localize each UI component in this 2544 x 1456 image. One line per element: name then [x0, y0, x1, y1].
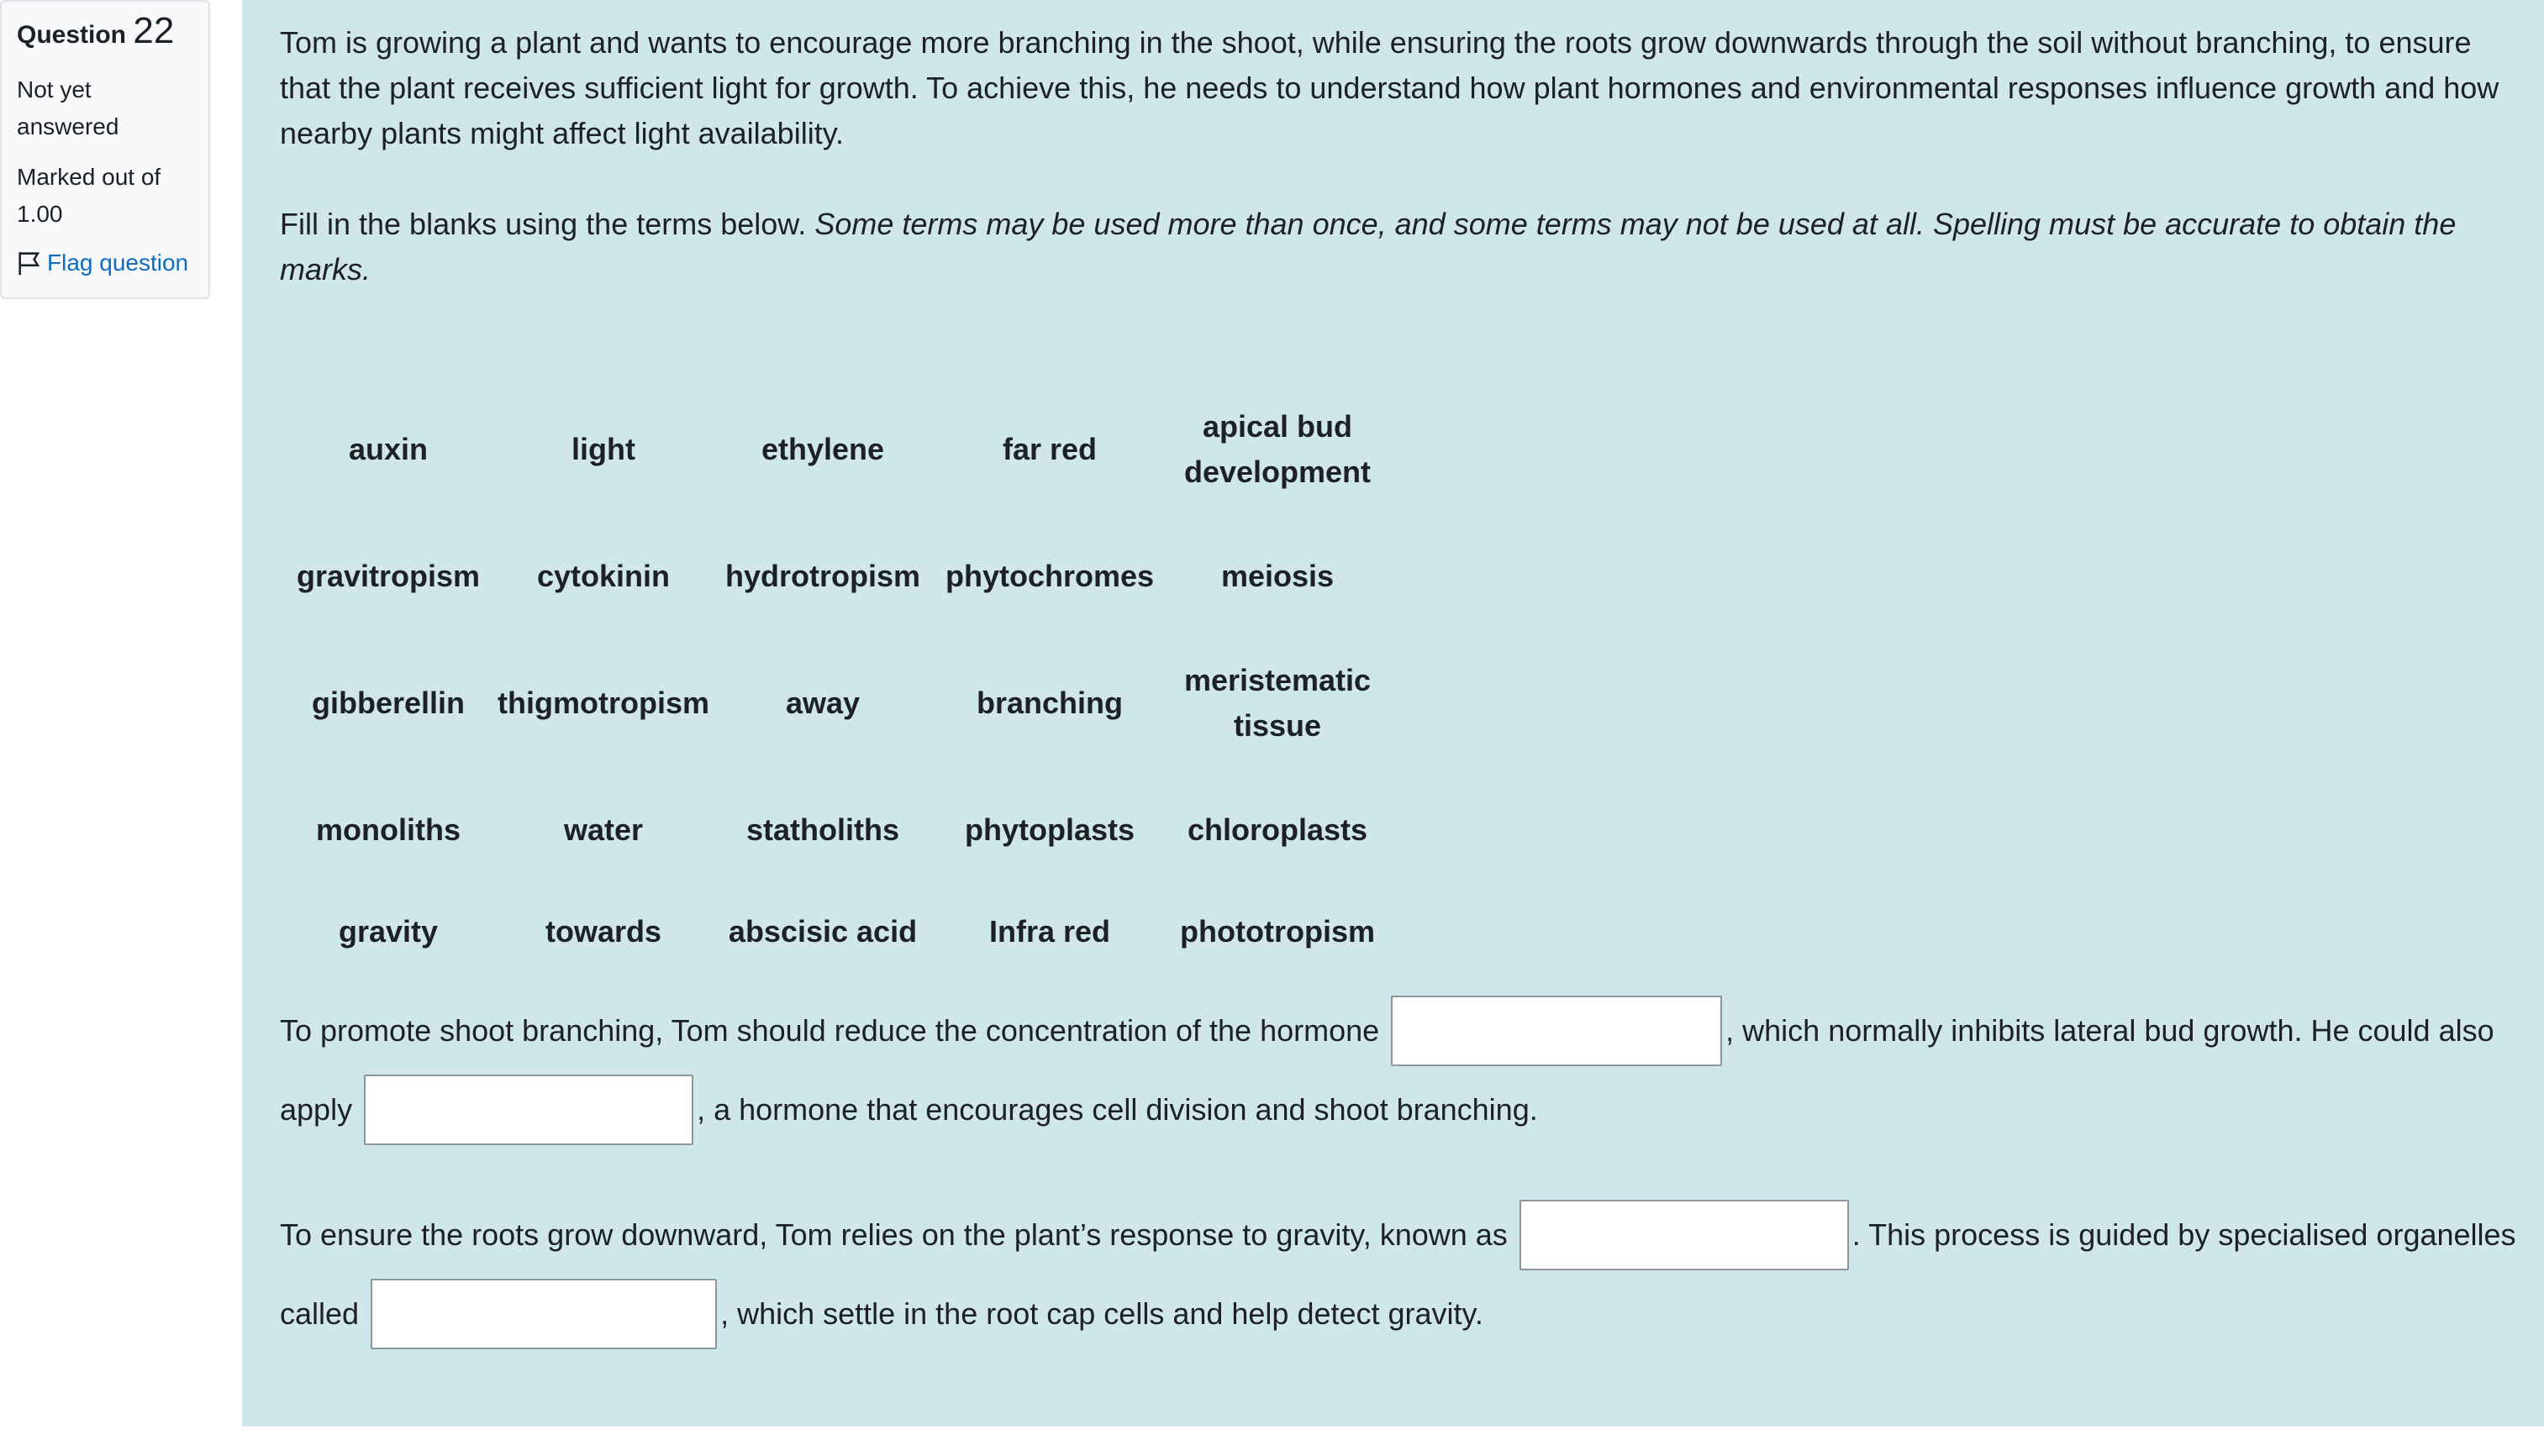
term-cell: phytochromes [945, 559, 1155, 593]
term-cell: light [571, 432, 635, 466]
blank-sentence-1 [280, 991, 2532, 1149]
sentence-text: , which settle in the root cap cells and help detect gravity. [720, 1296, 1483, 1331]
terms-row [280, 512, 1391, 640]
term-cell: monoliths [316, 812, 461, 847]
terms-row [280, 894, 1391, 970]
term-cell: water [563, 812, 644, 847]
terms-row [280, 766, 1391, 894]
sentence-text: To promote shoot branching, Tom should reduce the concentration of the hormone [280, 1013, 1388, 1048]
instruction-text: Fill in the blanks using the terms below. [280, 207, 815, 241]
term-cell: phototropism [1180, 914, 1375, 949]
term-cell: towards [545, 914, 662, 949]
term-cell: gravity [338, 914, 439, 949]
term-cell: away [785, 686, 861, 720]
term-cell: ethylene [761, 432, 885, 466]
question-marks: Marked out of 1.00 [17, 164, 161, 227]
answer-blank-2[interactable] [364, 1075, 693, 1145]
flag-question-link[interactable] [17, 246, 193, 280]
flag-question-label: Flag question [47, 250, 189, 276]
sentence-text: To ensure the roots grow downward, Tom relies on the plant’s response to gravity, known as [280, 1217, 1516, 1252]
term-cell: abscisic acid [728, 914, 918, 949]
term-cell: hydrotropism [724, 559, 920, 593]
term-cell: meristematic tissue [1183, 663, 1372, 743]
flag-icon [15, 249, 44, 277]
term-cell: auxin [348, 432, 429, 466]
term-cell: meiosis [1220, 559, 1335, 593]
instruction-note: Some terms may be used more than once, and some terms may not be used at all. Spelling must be accurate to obtain the marks. [280, 207, 2457, 286]
term-cell: statholiths [745, 812, 899, 847]
sentence-text: , which normally inhibits lateral bud growth. He could also apply [280, 1013, 2494, 1127]
answer-blank-4[interactable] [371, 1279, 717, 1349]
question-instruction [280, 202, 2519, 292]
term-cell: thigmotropism [498, 686, 709, 720]
blank-sentence-2 [280, 1196, 2532, 1354]
term-cell: cytokinin [536, 559, 671, 593]
term-cell: apical bud development [1183, 409, 1372, 489]
terms-row [280, 386, 1391, 512]
question-intro: Tom is growing a plant and wants to encourage more branching in the shoot, while ensuring the roots grow downwards through the soil without branching, to ensure that the plant receives sufficient light for growth. To achieve this, he needs to understand how plant hormones and environmental responses influence growth and how nearby plants might affect light availability. [280, 25, 2499, 150]
term-cell: branching [976, 686, 1123, 720]
question-content [242, 0, 2544, 1427]
term-cell: Infra red [988, 914, 1111, 949]
term-cell: chloroplasts [1187, 812, 1368, 847]
term-cell: gibberellin [311, 686, 466, 720]
answer-blank-3[interactable] [1520, 1200, 1849, 1270]
question-info-panel [0, 0, 210, 299]
question-number: 22 [133, 10, 175, 51]
question-status: Not yet answered [17, 76, 119, 139]
term-cell: phytoplasts [964, 812, 1135, 847]
term-cell: far red [1002, 432, 1098, 466]
sentence-text: , a hormone that encourages cell division and shoot branching. [697, 1092, 1538, 1127]
question-number-heading [17, 10, 193, 53]
question-label: Question [17, 21, 127, 49]
term-cell: gravitropism [296, 559, 481, 593]
answer-blank-1[interactable] [1391, 996, 1722, 1066]
terms-table [280, 386, 1391, 970]
terms-row [280, 640, 1391, 766]
sentence-text: . This process is guided by specialised organelles called [280, 1217, 2516, 1331]
